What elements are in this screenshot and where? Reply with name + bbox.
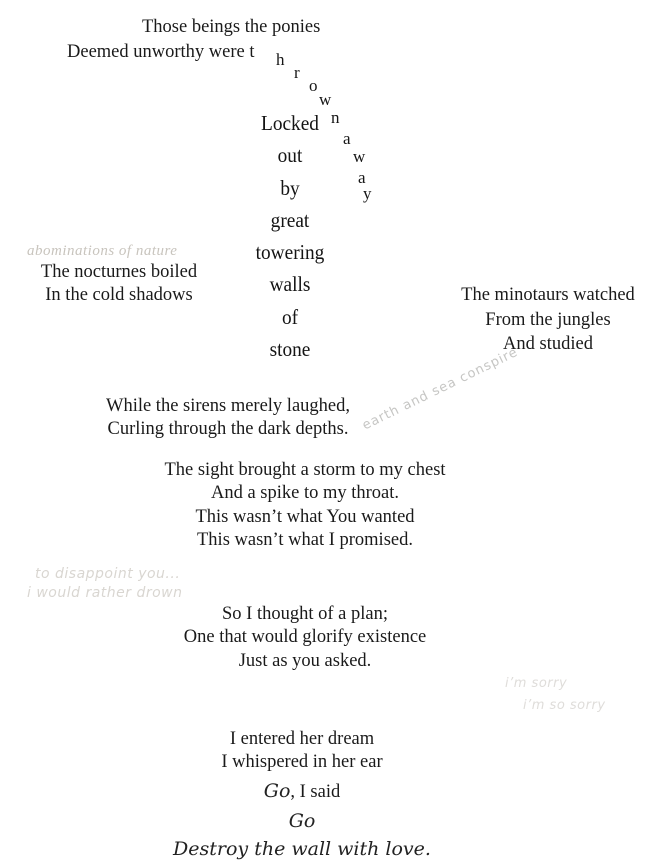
whisper-sorry [505,673,606,717]
script-word-go-alone: Go [288,809,316,832]
whisper-line: i would rather drown [27,585,183,601]
poem-line: The minotaurs watched [461,285,635,305]
poem-line: And studied [503,334,593,354]
stanza-minotaurs [448,283,648,357]
thrown-letter: h [276,50,285,69]
poem-line: In the cold shadows [45,285,193,306]
stanza-wall-column [216,107,366,365]
poem-line: Just as you asked. [238,650,372,671]
stanza-nocturnes [19,261,219,308]
wall-word: by [280,175,300,200]
whisper-line: i’m sorry [505,676,568,691]
stanza-plan [145,603,465,673]
whisper-conspire: earth and sea conspire [360,344,521,434]
poem-line: So I thought of a plan; [222,604,388,624]
whisper-drown [27,565,183,603]
thrown-letter: n [331,108,340,127]
poem-line: The nocturnes boiled [40,262,198,282]
poem-line-go-i-said [142,780,462,804]
whisper-abominations: abominations of nature [27,243,178,259]
poem-line-intro-2: Deemed unworthy were t [67,42,255,62]
thrown-letter: w [319,90,332,109]
stanza-dream [142,728,462,861]
poem-line: From the jungles [485,309,611,330]
whisper-line: i’m so sorry [523,698,606,713]
thrown-letter: y [363,184,372,203]
poem-line: While the sirens merely laughed, [105,396,350,416]
poem-line: And a spike to my throat. [210,483,400,504]
poem-line-fragment: , I said [290,781,341,802]
wall-word: towering [255,240,325,265]
thrown-letter: a [343,129,351,148]
poem-line: This wasn’t what You wanted [195,506,415,527]
poem-line-intro-1: Those beings the ponies [142,17,321,37]
wall-word: out [277,143,303,168]
poem-line: The sight brought a storm to my chest [164,460,446,480]
poem-line: One that would glorify existence [183,627,427,648]
whisper-line: to disappoint you... [35,566,181,582]
thrown-letter: w [353,147,366,166]
poem-line: I whispered in her ear [221,752,383,773]
thrown-letter: r [294,63,300,82]
poem-line: Curling through the dark depths. [107,419,349,440]
script-word-go: Go [263,779,291,802]
wall-word: walls [269,272,311,297]
stanza-sirens [78,395,378,442]
wall-word: great [270,207,310,232]
script-final-line: Destroy the wall with love. [173,837,431,860]
wall-word: stone [269,337,311,362]
stanza-storm [145,459,465,552]
thrown-letter: a [358,168,366,187]
thrown-letter: o [309,76,318,95]
wall-word: Locked [261,111,319,135]
wall-word: of [281,304,299,329]
poem-line: This wasn’t what I promised. [197,529,413,550]
poem-line: I entered her dream [229,729,375,749]
